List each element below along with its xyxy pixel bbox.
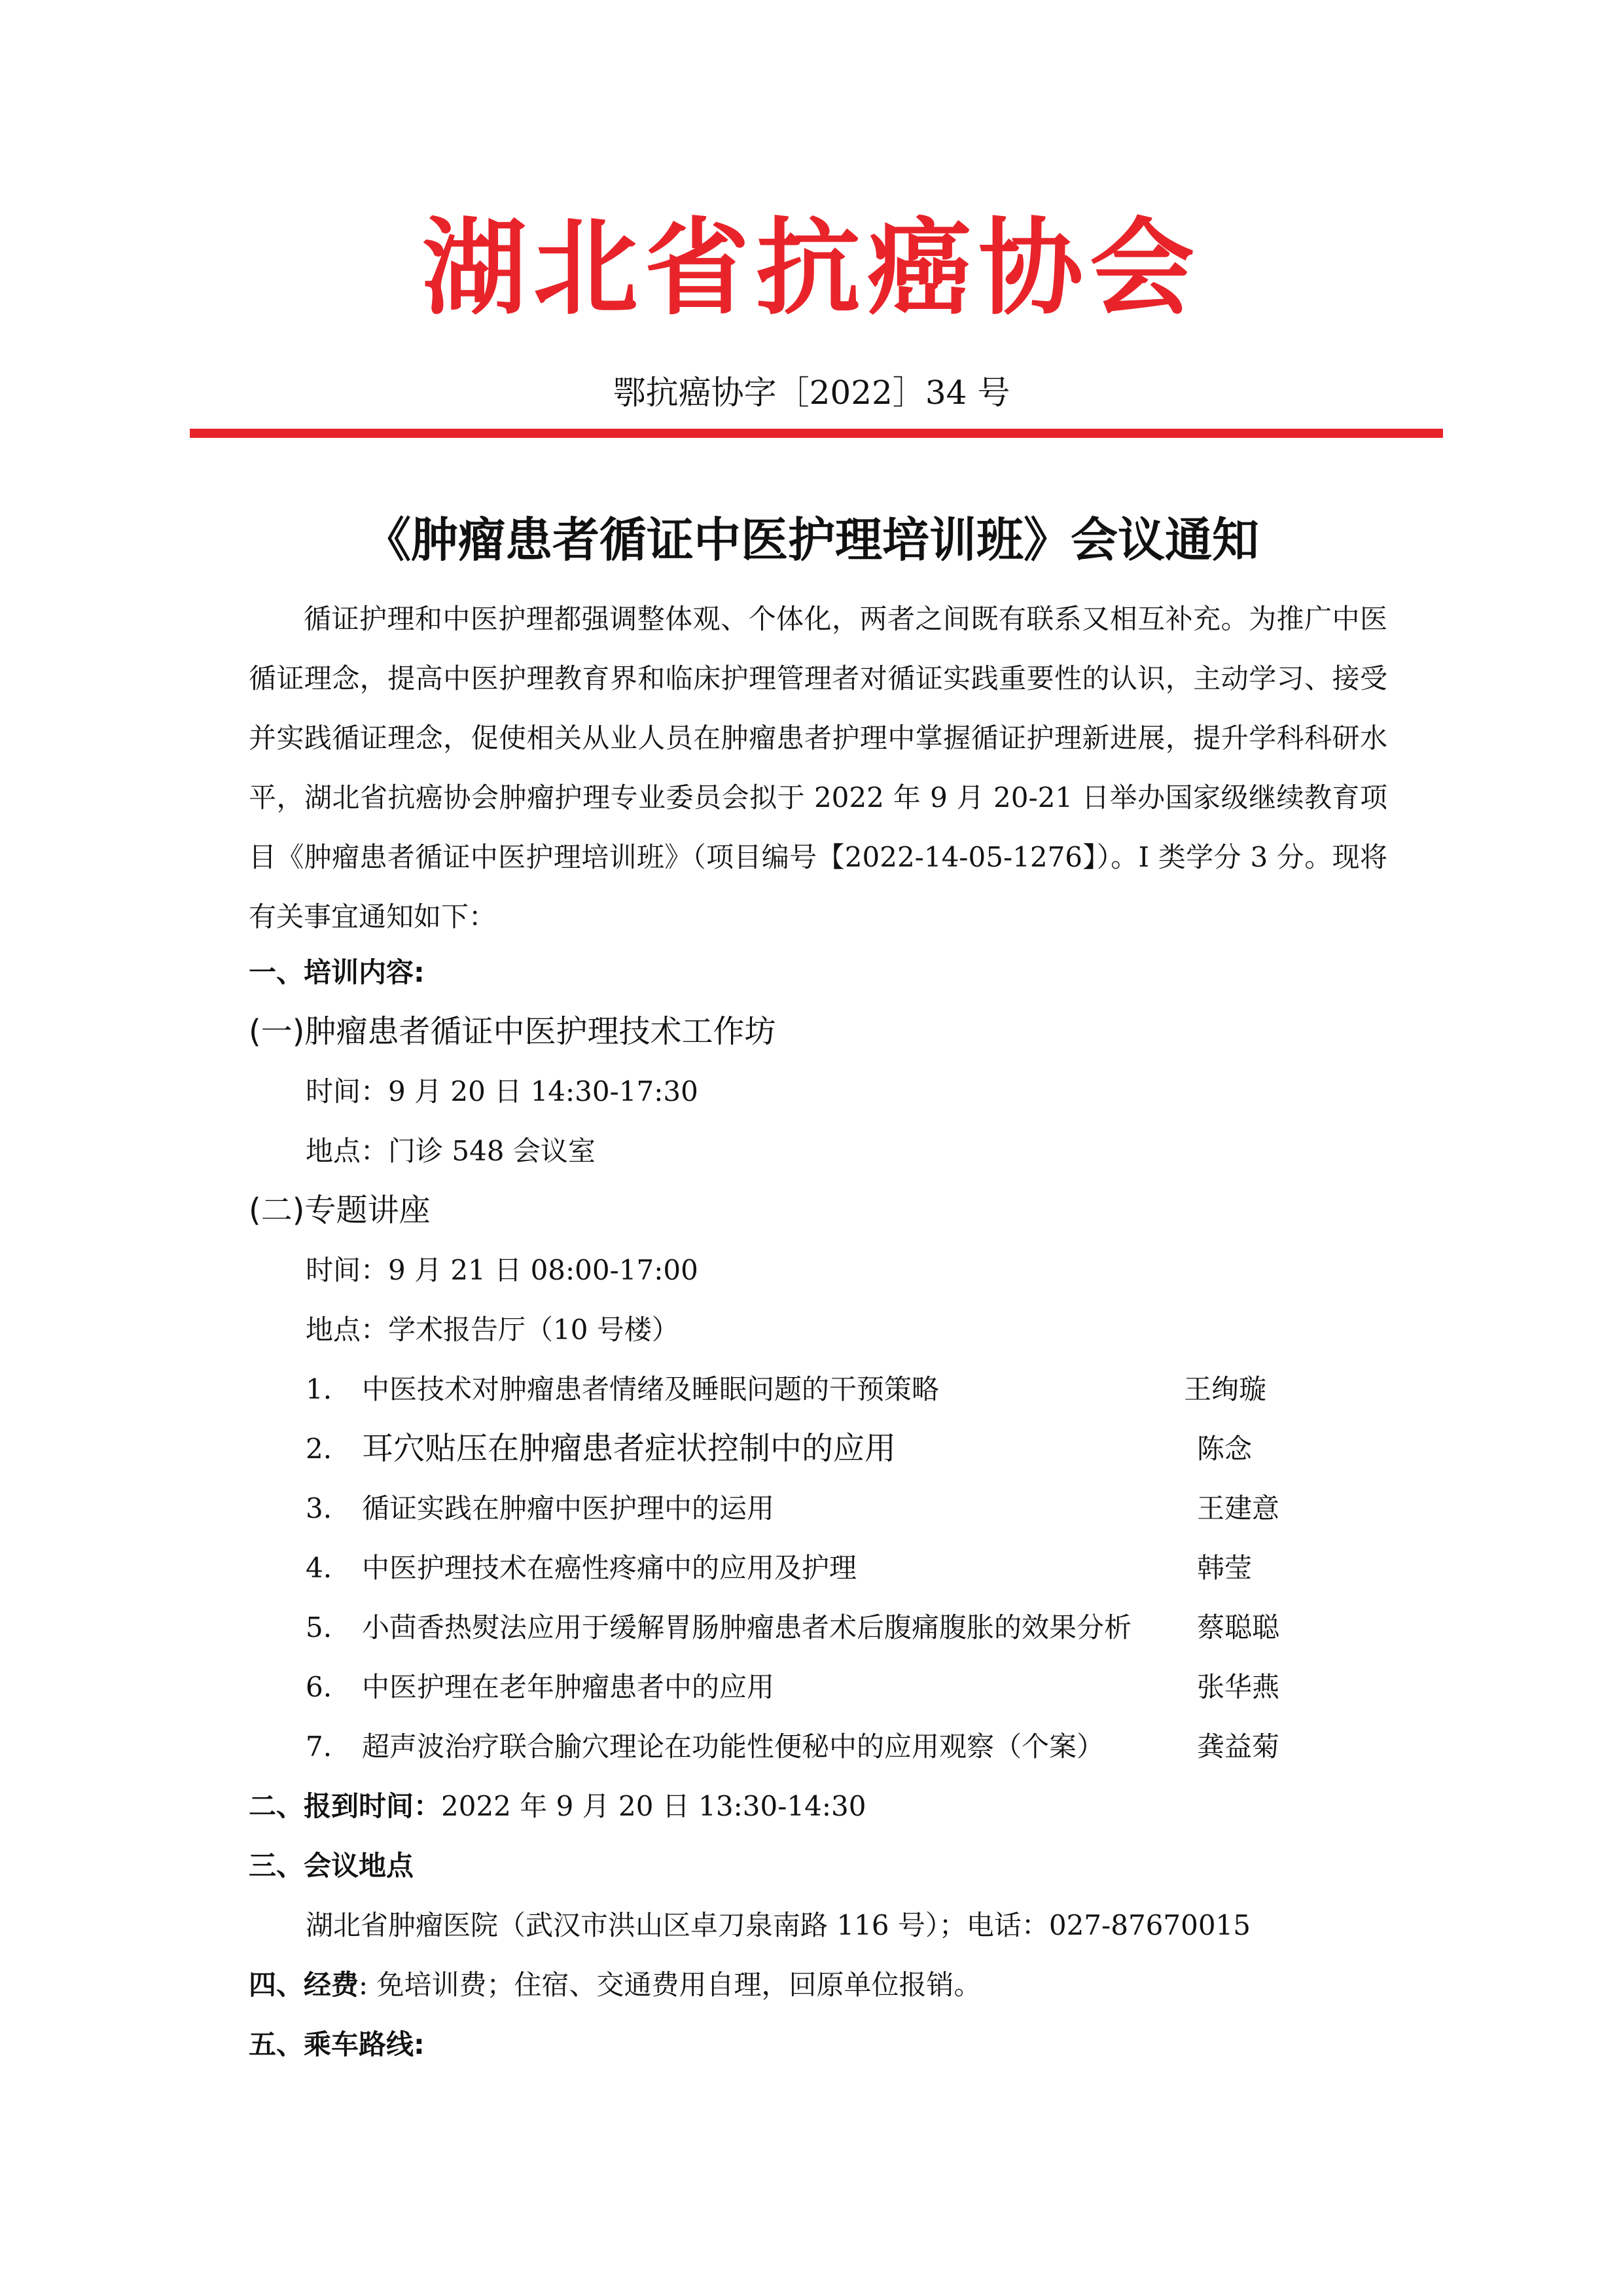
workshop-time: 时间：9 月 20 日 14:30-17:30 (306, 1075, 698, 1107)
subsection-heading-workshop: (一)肿瘤患者循证中医护理技术工作坊 (249, 1013, 776, 1050)
lecture-number: 3. (306, 1492, 332, 1524)
subsection-heading-lectures: (二)专题讲座 (249, 1192, 431, 1229)
lecture-topic: 超声波治疗联合腧穴理论在功能性便秘中的应用观察（个案） (362, 1731, 1105, 1763)
lectures-place: 地点：学术报告厅（10 号楼） (306, 1314, 679, 1346)
lecture-number: 7. (306, 1731, 332, 1763)
fees-line (249, 1955, 982, 2015)
lecture-topic: 小茴香热熨法应用于缓解胃肠肿瘤患者术后腹痛腹胀的效果分析 (362, 1611, 1132, 1643)
lecture-item (306, 1538, 1353, 1598)
intro-paragraph: 循证护理和中医护理都强调整体观、个体化，两者之间既有联系又相互补充。为推广中医循证理念，提高中医护理教育界和临床护理管理者对循证实践重要性的认识，主动学习、接受并实践循证理念，促使相关从业人员在肿瘤患者护理中掌握循证护理新进展，提升学科科研水平，湖北省抗癌协会肿瘤护理专业委员会拟于 2022 年 9 月 20-21 日举办国家级继续教育项目《肿瘤患者循证中医护理培训班》（项目编号【2022-14-05-1276】）。I 类学分 3 分。现将有关事宜通知如下： (249, 603, 1387, 933)
registration-line (249, 1776, 866, 1836)
lecture-item (306, 1657, 1353, 1717)
venue-address: 湖北省肿瘤医院（武汉市洪山区卓刀泉南路 116 号）；电话：027-87670015 (306, 1909, 1251, 1941)
section-heading-registration: 二、报到时间： (249, 1790, 442, 1822)
lecture-topic: 循证实践在肿瘤中医护理中的运用 (362, 1492, 775, 1524)
section-heading-venue: 三、会议地点 (249, 1850, 414, 1882)
section-heading-training: 一、培训内容: (249, 956, 425, 988)
document-number: 鄂抗癌协字［2022］34 号 (613, 374, 1010, 412)
lecture-speaker: 韩莹 (1197, 1552, 1253, 1584)
lecture-speaker: 龚益菊 (1197, 1731, 1280, 1763)
lecture-topic: 耳穴贴压在肿瘤患者症状控制中的应用 (362, 1430, 897, 1467)
lecture-speaker: 张华燕 (1197, 1671, 1280, 1703)
lecture-topic: 中医技术对肿瘤患者情绪及睡眠问题的干预策略 (362, 1373, 940, 1405)
lecture-item (306, 1598, 1353, 1657)
lecture-number: 5. (306, 1611, 332, 1643)
lecture-speaker: 王绚璇 (1184, 1373, 1267, 1405)
lecture-speaker: 王建意 (1197, 1492, 1280, 1524)
notice-title: 《肿瘤患者循证中医护理培训班》会议通知 (363, 512, 1259, 567)
lecture-topic: 中医护理技术在癌性疼痛中的应用及护理 (362, 1552, 857, 1584)
lecture-item (306, 1359, 1353, 1419)
org-letterhead-title: 湖北省抗癌协会 (421, 207, 1201, 329)
lecture-number: 6. (306, 1671, 332, 1703)
letterhead-divider (190, 429, 1443, 438)
lecture-item (306, 1479, 1353, 1538)
lecture-speaker: 蔡聪聪 (1197, 1611, 1280, 1643)
lecture-item (306, 1419, 1353, 1479)
workshop-place: 地点：门诊 548 会议室 (306, 1135, 596, 1167)
registration-time: 2022 年 9 月 20 日 13:30-14:30 (441, 1790, 866, 1822)
lecture-item (306, 1717, 1353, 1776)
lecture-speaker: 陈念 (1197, 1433, 1253, 1465)
section-heading-route: 五、乘车路线: (249, 2028, 425, 2060)
section-heading-fees: 四、经费 (249, 1969, 359, 2001)
lecture-topic: 中医护理在老年肿瘤患者中的应用 (362, 1671, 775, 1703)
lecture-number: 4. (306, 1552, 332, 1584)
fees-text: : 免培训费；住宿、交通费用自理，回原单位报销。 (359, 1969, 982, 2001)
lecture-number: 1. (306, 1373, 332, 1405)
lecture-number: 2. (306, 1433, 332, 1465)
lectures-time: 时间：9 月 21 日 08:00-17:00 (306, 1254, 698, 1286)
